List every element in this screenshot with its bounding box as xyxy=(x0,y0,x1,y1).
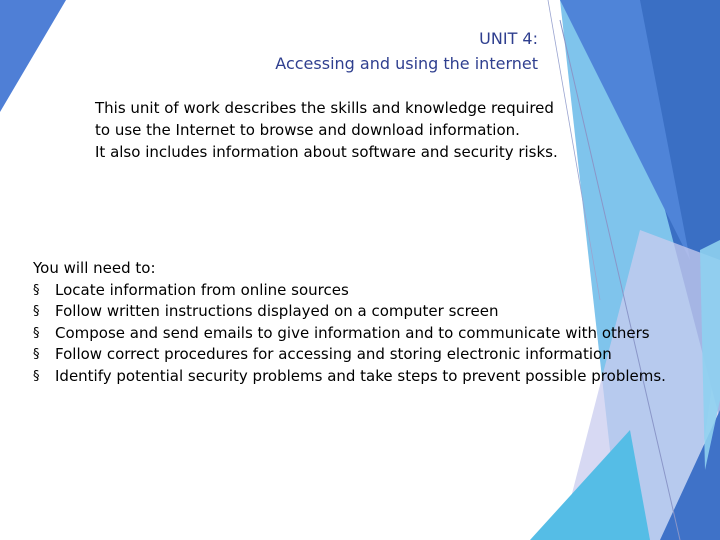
list-item-text: Follow written instructions displayed on a computer screen xyxy=(55,302,499,320)
list-item-text: Compose and send emails to give information and to communicate with others xyxy=(55,323,650,342)
list-item xyxy=(33,344,673,366)
requirements-heading: You will need to: xyxy=(33,259,156,277)
list-item xyxy=(33,366,673,388)
title-unit: UNIT 4: xyxy=(479,29,538,48)
bullet-icon: § xyxy=(33,282,40,298)
slide-title xyxy=(275,26,538,76)
list-item xyxy=(33,301,673,323)
intro-paragraph: This unit of work describes the skills and knowledge required to use the Internet to browse and download information. xyxy=(95,99,554,139)
intro-paragraph: It also includes information about software and security risks. xyxy=(95,143,558,161)
left-accent-triangle xyxy=(0,0,66,112)
list-item-text: Follow correct procedures for accessing and storing electronic information xyxy=(55,345,612,363)
bullet-icon: § xyxy=(33,368,40,384)
requirements-section xyxy=(33,258,673,387)
intro-text xyxy=(95,97,565,163)
bullet-icon: § xyxy=(33,325,40,341)
list-item-text: Identify potential security problems and take steps to prevent possible problems. xyxy=(55,366,666,385)
requirements-list xyxy=(33,280,673,388)
list-item xyxy=(33,280,673,302)
title-subject: Accessing and using the internet xyxy=(275,54,538,73)
list-item xyxy=(33,323,673,345)
bullet-icon: § xyxy=(33,304,40,319)
list-item-text: Locate information from online sources xyxy=(55,280,349,299)
bullet-icon: § xyxy=(33,347,40,362)
